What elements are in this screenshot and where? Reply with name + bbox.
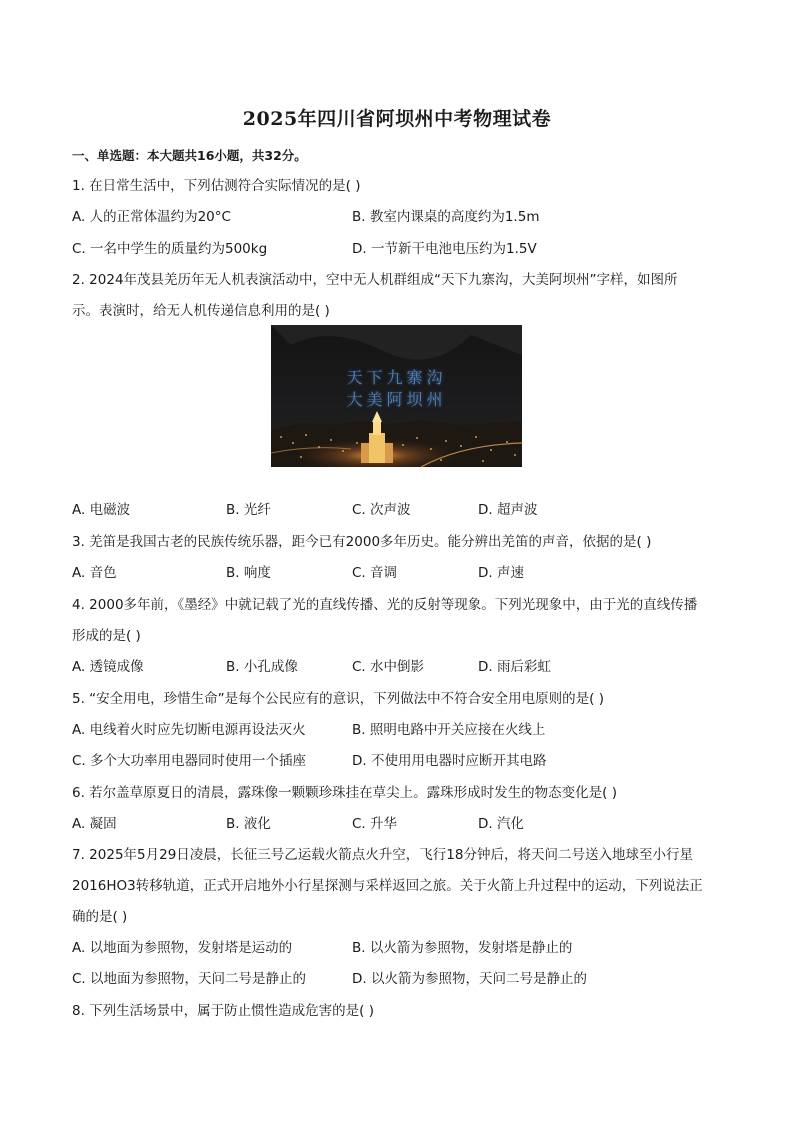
question-7-stem-line3: 确的是( ) xyxy=(72,909,128,925)
q6-option-b: B. 液化 xyxy=(226,816,271,832)
q3-option-d: D. 声速 xyxy=(478,565,524,581)
drone-text-line1: 天下九寨沟 xyxy=(346,368,447,387)
q4-option-a: A. 透镜成像 xyxy=(72,659,144,675)
question-2-stem-line1: 2. 2024年茂县羌历年无人机表演活动中，空中无人机群组成“天下九寨沟，大美阿坝州”字样，如图所 xyxy=(72,272,678,288)
page-title: 2025年四川省阿坝州中考物理试卷 xyxy=(242,108,552,130)
drone-text-line2: 大美阿坝州 xyxy=(346,390,447,409)
q1-option-d: D. 一节新干电池电压约为1.5V xyxy=(352,241,537,257)
question-3-stem: 3. 羌笛是我国古老的民族传统乐器，距今已有2000多年历史。能分辨出羌笛的声音，依据的是( ) xyxy=(72,534,652,550)
question-8-stem: 8. 下列生活场景中，属于防止惯性造成危害的是( ) xyxy=(72,1003,374,1019)
q2-option-c: C. 次声波 xyxy=(352,502,411,518)
q1-option-a: A. 人的正常体温约为20°C xyxy=(72,209,231,225)
q4-option-b: B. 小孔成像 xyxy=(226,659,298,675)
q7-option-a: A. 以地面为参照物，发射塔是运动的 xyxy=(72,940,293,956)
question-7-stem-line2: 2016HO3转移轨道，正式开启地外小行星探测与采样返回之旅。关于火箭上升过程中的运动，下列说法正 xyxy=(72,878,703,894)
q7-option-d: D. 以火箭为参照物，天问二号是静止的 xyxy=(352,971,587,987)
q7-option-c: C. 以地面为参照物，天问二号是静止的 xyxy=(72,971,307,987)
question-6-stem: 6. 若尔盖草原夏日的清晨，露珠像一颗颗珍珠挂在草尖上。露珠形成时发生的物态变化是( ) xyxy=(72,785,617,801)
q6-option-d: D. 汽化 xyxy=(478,816,524,832)
q3-option-b: B. 响度 xyxy=(226,565,271,581)
question-4-stem-line1: 4. 2000多年前，《墨经》中就记载了光的直线传播、光的反射等现象。下列光现象中，由于光的直线传播 xyxy=(72,597,698,613)
q7-option-b: B. 以火箭为参照物，发射塔是静止的 xyxy=(352,940,573,956)
q5-option-b: B. 照明电路中开关应接在火线上 xyxy=(352,722,546,738)
question-2-stem-line2: 示。表演时，给无人机传递信息利用的是( ) xyxy=(72,303,330,319)
q3-option-c: C. 音调 xyxy=(352,565,398,581)
question-4-stem-line2: 形成的是( ) xyxy=(72,628,141,644)
q5-option-c: C. 多个大功率用电器同时使用一个插座 xyxy=(72,753,307,769)
drone-show-photo xyxy=(271,325,522,467)
q4-option-c: C. 水中倒影 xyxy=(352,659,425,675)
q6-option-c: C. 升华 xyxy=(352,816,398,832)
q3-option-a: A. 音色 xyxy=(72,565,117,581)
q5-option-d: D. 不使用用电器时应断开其电路 xyxy=(352,753,547,769)
question-5-stem: 5. “安全用电，珍惜生命”是每个公民应有的意识，下列做法中不符合安全用电原则的是( ) xyxy=(72,691,604,707)
q5-option-a: A. 电线着火时应先切断电源再设法灭火 xyxy=(72,722,306,738)
q4-option-d: D. 雨后彩虹 xyxy=(478,659,551,675)
q1-option-b: B. 教室内课桌的高度约为1.5m xyxy=(352,209,540,225)
section-heading: 一、单选题：本大题共16小题，共32分。 xyxy=(72,148,307,163)
question-7-stem-line1: 7. 2025年5月29日凌晨，长征三号乙运载火箭点火升空，飞行18分钟后，将天问二号送入地球至小行星 xyxy=(72,847,693,863)
q6-option-a: A. 凝固 xyxy=(72,816,117,832)
q2-option-d: D. 超声波 xyxy=(478,502,538,518)
q2-option-b: B. 光纤 xyxy=(226,502,271,518)
q2-option-a: A. 电磁波 xyxy=(72,502,131,518)
q1-option-c: C. 一名中学生的质量约为500kg xyxy=(72,241,268,257)
question-1-stem: 1. 在日常生活中，下列估测符合实际情况的是( ) xyxy=(72,178,361,194)
